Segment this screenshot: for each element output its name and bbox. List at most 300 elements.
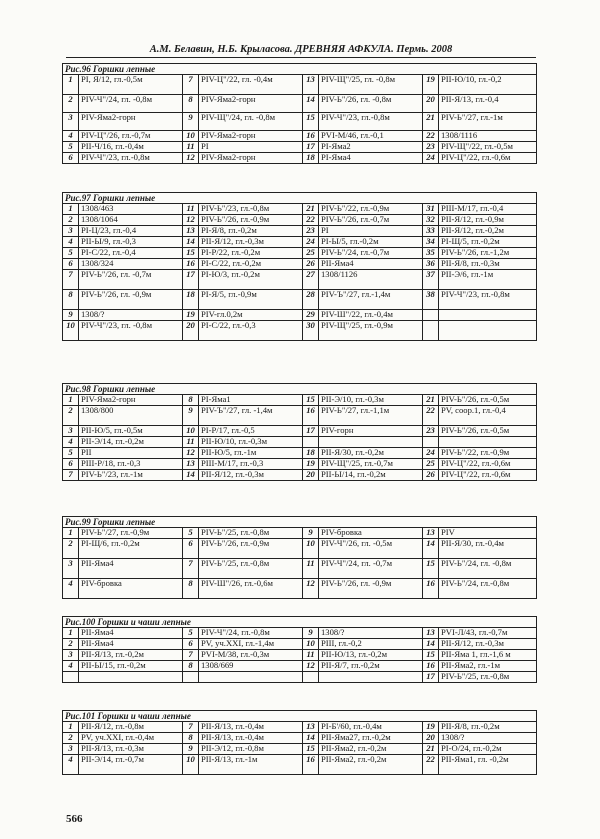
item-number: 2 xyxy=(63,733,79,744)
item-description: 1308/1116 xyxy=(439,131,537,142)
item-description: PVI-М/46, гл.-0,1 xyxy=(319,131,423,142)
item-description: PII-Ы/9, гл.-0,3 xyxy=(79,237,183,248)
item-description: PII-Яма4 xyxy=(79,559,183,579)
item-description: 1308/800 xyxy=(79,406,183,426)
item-number: 1 xyxy=(63,528,79,539)
item-number: 11 xyxy=(183,204,199,215)
item-number: 2 xyxy=(63,539,79,559)
item-description: PV, соор.1, гл.-0,4 xyxy=(439,406,537,426)
item-number: 14 xyxy=(423,639,439,650)
item-number: 21 xyxy=(423,113,439,131)
item-number: 9 xyxy=(183,113,199,131)
item-number: 21 xyxy=(423,395,439,406)
table-row xyxy=(63,204,537,215)
item-number: 7 xyxy=(183,559,199,579)
item-number: 19 xyxy=(423,75,439,95)
item-number: 7 xyxy=(183,722,199,733)
table-row xyxy=(63,437,537,448)
item-description: PII-Яма2, гл.-0,2м xyxy=(319,755,423,775)
item-description: PIV-Яма2-горн xyxy=(79,113,183,131)
item-number: 5 xyxy=(63,448,79,459)
item-number: 20 xyxy=(423,733,439,744)
item-number: 3 xyxy=(63,226,79,237)
item-description: PI-Я/5, гл.-0,9м xyxy=(199,290,303,310)
item-description: 1308/? xyxy=(79,310,183,321)
figure-caption: Рис.101 Горшки и чаши лепные xyxy=(63,711,537,722)
item-number: 18 xyxy=(303,153,319,164)
item-description: PIV-Ч"/26, гл. -0,5м xyxy=(319,539,423,559)
item-description: PII-Э/6, гл.-1м xyxy=(439,270,537,290)
item-number: 5 xyxy=(183,528,199,539)
item-number: 32 xyxy=(423,215,439,226)
item-number: 20 xyxy=(423,95,439,113)
figure-caption: Рис.98 Горшки лепные xyxy=(63,384,537,395)
item-description: PV, уч.XXI, гл.-0,4м xyxy=(79,733,183,744)
item-description: PI-Я/8, гл.-0,2м xyxy=(199,226,303,237)
table-row xyxy=(63,395,537,406)
table-row xyxy=(63,559,537,579)
item-number: 3 xyxy=(63,113,79,131)
item-number: 22 xyxy=(303,215,319,226)
item-number: 2 xyxy=(63,406,79,426)
table-row xyxy=(63,215,537,226)
item-description: PII-Ю/10, гл.-0,3м xyxy=(199,437,303,448)
item-number: 21 xyxy=(423,744,439,755)
item-description: PII-Я/7, гл.-0,2м xyxy=(319,661,423,672)
item-description: PII-Я/12, гл.-0,3м xyxy=(439,639,537,650)
table-row xyxy=(63,448,537,459)
figure-table xyxy=(62,710,537,775)
table-row xyxy=(63,259,537,270)
item-description: PI, Я/12, гл.-0,5м xyxy=(79,75,183,95)
item-number: 4 xyxy=(63,579,79,599)
item-number: 23 xyxy=(423,142,439,153)
item-number: 12 xyxy=(303,661,319,672)
item-number: 14 xyxy=(423,539,439,559)
item-number: 6 xyxy=(183,639,199,650)
item-number: 4 xyxy=(63,237,79,248)
table-row xyxy=(63,639,537,650)
item-description: PIV-горн xyxy=(319,426,423,437)
table-row xyxy=(63,270,537,290)
item-number: 2 xyxy=(63,215,79,226)
item-description: PII-Ю/13, гл.-0,2м xyxy=(319,650,423,661)
item-description: PIV-Щ"/22, гл.-0,5м xyxy=(439,142,537,153)
item-description: PI-С/22, гл.-0,2м xyxy=(199,259,303,270)
item-number: 24 xyxy=(423,448,439,459)
figure-table xyxy=(62,63,537,164)
item-number: 6 xyxy=(63,153,79,164)
item-number: 14 xyxy=(183,237,199,248)
item-number: 15 xyxy=(423,650,439,661)
item-number: 19 xyxy=(183,310,199,321)
item-description: PIV-Щ"/25, гл.-0,9м xyxy=(319,321,423,341)
item-number xyxy=(423,321,439,341)
item-description: PIV-Яма2-горн xyxy=(199,131,303,142)
item-number xyxy=(423,437,439,448)
item-number: 11 xyxy=(183,437,199,448)
item-number: 2 xyxy=(63,95,79,113)
figure-caption: Рис.100 Горшки и чаши лепные xyxy=(63,617,537,628)
item-description: PII-Я/12, гл.-0,9м xyxy=(439,215,537,226)
table-row xyxy=(63,579,537,599)
item-number: 8 xyxy=(183,395,199,406)
item-description: PIV-Яма2-горн xyxy=(79,395,183,406)
item-description: PI-Р/22, гл.-0,2м xyxy=(199,248,303,259)
item-number: 15 xyxy=(303,395,319,406)
item-description: PI-Щ/5, гл.-0,2м xyxy=(439,237,537,248)
item-number: 8 xyxy=(63,290,79,310)
item-description: PIV-Ц"/22, гл.-0,6м xyxy=(439,153,537,164)
item-number: 28 xyxy=(303,290,319,310)
item-number: 9 xyxy=(183,744,199,755)
item-number: 2 xyxy=(63,639,79,650)
item-description: PIV-Ч"/24, гл. -0,8м xyxy=(79,95,183,113)
table-row xyxy=(63,248,537,259)
item-description: PII-Я/13, гл.-1м xyxy=(199,755,303,775)
item-number: 7 xyxy=(183,650,199,661)
item-description: PVI-Л/43, гл.-0,7м xyxy=(439,628,537,639)
item-description: PIV-Ь"/24, гл. -0,8м xyxy=(439,559,537,579)
item-number: 26 xyxy=(423,470,439,481)
item-number: 24 xyxy=(303,237,319,248)
figure-table xyxy=(62,383,537,481)
item-number: 31 xyxy=(423,204,439,215)
item-description: PIII, гл.-0,2 xyxy=(319,639,423,650)
item-number: 20 xyxy=(183,321,199,341)
item-number: 5 xyxy=(63,142,79,153)
item-description: PIV-Щ"/25, гл.-0,7м xyxy=(319,459,423,470)
item-description: PIV-Ц"/26, гл.-0,7м xyxy=(79,131,183,142)
table-row xyxy=(63,113,537,131)
figure-table xyxy=(62,616,537,683)
item-description: PIV-Ц"/22, гл.-0,6м xyxy=(439,459,537,470)
item-description: PI-С/22, гл.-0,4 xyxy=(79,248,183,259)
item-number: 9 xyxy=(63,310,79,321)
table-row xyxy=(63,226,537,237)
item-description: PIV-Щ"/25, гл. -0,8м xyxy=(319,75,423,95)
item-description: PII-Я/13, гл.-0,2м xyxy=(79,650,183,661)
item-number: 17 xyxy=(423,672,439,683)
table-row xyxy=(63,75,537,95)
item-description: PIV-Ь"/26, гл. -0,9м xyxy=(319,579,423,599)
item-number: 14 xyxy=(303,95,319,113)
item-description xyxy=(319,437,423,448)
table-row xyxy=(63,650,537,661)
item-description: PIII-М/17, гл.-0,3 xyxy=(199,459,303,470)
item-number: 10 xyxy=(183,131,199,142)
item-description: PII-Я/30, гл.-0,4м xyxy=(439,539,537,559)
item-number: 14 xyxy=(303,733,319,744)
item-number: 29 xyxy=(303,310,319,321)
item-description: PI-Ы/5, гл.-0,2м xyxy=(319,237,423,248)
item-number: 12 xyxy=(183,448,199,459)
item-number: 22 xyxy=(423,406,439,426)
item-description: PII-Ю/5, гл.-0,5м xyxy=(79,426,183,437)
item-number: 4 xyxy=(63,755,79,775)
item-number: 12 xyxy=(183,215,199,226)
item-number: 17 xyxy=(303,426,319,437)
item-number: 3 xyxy=(63,559,79,579)
item-number: 18 xyxy=(183,290,199,310)
item-number: 4 xyxy=(63,661,79,672)
item-description: PIV-Ь"/26, гл.-1,2м xyxy=(439,248,537,259)
item-description: PII-Яма4 xyxy=(319,259,423,270)
item-description: PIV-Ч"/23, гл.-0,8м xyxy=(319,113,423,131)
item-number: 22 xyxy=(423,131,439,142)
item-number: 13 xyxy=(303,75,319,95)
item-number: 3 xyxy=(63,426,79,437)
item-number: 10 xyxy=(63,321,79,341)
item-number xyxy=(303,437,319,448)
item-number: 23 xyxy=(423,426,439,437)
item-number: 33 xyxy=(423,226,439,237)
item-description: PI-Б'/60, гл.-0,4м xyxy=(319,722,423,733)
item-description: PIV-Ь"/25, гл.-0,8м xyxy=(199,528,303,539)
item-number: 26 xyxy=(303,259,319,270)
item-description: PIV-Ь"/27, гл.-1,1м xyxy=(319,406,423,426)
item-description: PIV-Ь"/22, гл.-0,9м xyxy=(439,448,537,459)
item-number xyxy=(183,672,199,683)
item-description: 1308/? xyxy=(319,628,423,639)
item-description: PIV-Ь"/26, гл.-0,5м xyxy=(439,395,537,406)
item-number: 12 xyxy=(183,153,199,164)
item-number: 11 xyxy=(303,650,319,661)
item-description: PIV-Ь"/23, гл.-1м xyxy=(79,470,183,481)
item-number: 15 xyxy=(303,113,319,131)
item-description: PIV-Яма2-горн xyxy=(199,95,303,113)
item-number: 16 xyxy=(303,131,319,142)
table-row xyxy=(63,95,537,113)
item-description: PII-Э/10, гл.-0,3м xyxy=(319,395,423,406)
item-number: 15 xyxy=(303,744,319,755)
item-description: PIV-Ь"/27, гл.-1м xyxy=(439,113,537,131)
item-description: PII-Я/13, гл.-0,4м xyxy=(199,722,303,733)
figure-caption: Рис.97 Горшки лепные xyxy=(63,193,537,204)
item-description: PIV-Ь"/22, гл.-0,9м xyxy=(319,204,423,215)
item-description xyxy=(439,310,537,321)
item-number: 18 xyxy=(303,448,319,459)
item-description: PI-Щ/6, гл.-0,2м xyxy=(79,539,183,559)
item-number: 16 xyxy=(183,259,199,270)
item-description: PIV-Ь"/26, гл.-0,9м xyxy=(199,215,303,226)
item-number: 23 xyxy=(303,226,319,237)
item-number: 16 xyxy=(303,755,319,775)
item-number: 8 xyxy=(183,95,199,113)
item-description: PII-Ы/15, гл.-0,2м xyxy=(79,661,183,672)
item-description: PIV-гл.0,2м xyxy=(199,310,303,321)
table-row xyxy=(63,426,537,437)
item-description: PII-Яма4 xyxy=(79,628,183,639)
item-description: PIV-Ч"/24, гл.-0,8м xyxy=(199,628,303,639)
item-description: PIV-Ь"/27, гл.-0,9м xyxy=(79,528,183,539)
item-number: 19 xyxy=(303,459,319,470)
item-number: 16 xyxy=(303,406,319,426)
item-description: PI-О/24, гл.-0,2м xyxy=(439,744,537,755)
item-number: 1 xyxy=(63,628,79,639)
table-row xyxy=(63,672,537,683)
item-description: PIV-Ш"/22, гл.-0,4м xyxy=(319,310,423,321)
item-number: 11 xyxy=(183,142,199,153)
item-description xyxy=(319,672,423,683)
item-description: PIV-Ь"/26, гл.-0,7м xyxy=(319,215,423,226)
item-description: 1308/1064 xyxy=(79,215,183,226)
item-number: 10 xyxy=(303,639,319,650)
item-description: PII-Яма27, гл.-0,2м xyxy=(319,733,423,744)
item-number: 13 xyxy=(183,459,199,470)
item-number: 13 xyxy=(183,226,199,237)
item-description: PII-Яма2, гл.-0,2м xyxy=(319,744,423,755)
table-row xyxy=(63,310,537,321)
item-number: 20 xyxy=(303,470,319,481)
item-description: PIV-Яма2-горн xyxy=(199,153,303,164)
item-number: 38 xyxy=(423,290,439,310)
item-number: 1 xyxy=(63,722,79,733)
item-number xyxy=(63,672,79,683)
table-row xyxy=(63,528,537,539)
item-number: 27 xyxy=(303,270,319,290)
item-number: 8 xyxy=(183,733,199,744)
item-number: 15 xyxy=(183,248,199,259)
item-description: PIV-Ь"/26, гл.-0,5м xyxy=(439,426,537,437)
item-description: 1308/1126 xyxy=(319,270,423,290)
item-number: 3 xyxy=(63,650,79,661)
item-number: 21 xyxy=(303,204,319,215)
item-description: PIV-Ь"/26, гл. -0,7м xyxy=(79,270,183,290)
item-number: 6 xyxy=(63,259,79,270)
item-description: PII-Я/13, гл.-0,4 xyxy=(439,95,537,113)
item-description: PII-Я/12, гл.-0,3м xyxy=(199,237,303,248)
figure-caption: Рис.99 Горшки лепные xyxy=(63,517,537,528)
item-description: PII-Э/12, гл.-0,8м xyxy=(199,744,303,755)
item-number: 24 xyxy=(423,153,439,164)
item-description: PI-Р/17, гл.-0,5 xyxy=(199,426,303,437)
item-description: 1308/? xyxy=(439,733,537,744)
item-number: 4 xyxy=(63,437,79,448)
table-row xyxy=(63,628,537,639)
item-description: PIV-Ь"/25, гл.-0,8м xyxy=(199,559,303,579)
table-row xyxy=(63,131,537,142)
item-number: 17 xyxy=(183,270,199,290)
item-number: 10 xyxy=(303,539,319,559)
item-number: 1 xyxy=(63,395,79,406)
item-number: 12 xyxy=(303,579,319,599)
item-description: PIV-Ь"/26, гл.-0,9м xyxy=(199,539,303,559)
item-number: 16 xyxy=(423,579,439,599)
page-number: 566 xyxy=(66,813,83,825)
item-description: PII-Я/12, гл.-0,8м xyxy=(79,722,183,733)
item-number: 5 xyxy=(63,248,79,259)
item-description: PII-Э/14, гл.-0,2м xyxy=(79,437,183,448)
item-description: PIV-Ч"/23, гл.-0,8м xyxy=(79,153,183,164)
table-row xyxy=(63,539,537,559)
item-description: PI xyxy=(319,226,423,237)
item-description: PII-Ы/14, гл.-0,2м xyxy=(319,470,423,481)
item-description: PIV-Ъ"/27, гл.-1,4м xyxy=(319,290,423,310)
item-number: 13 xyxy=(423,628,439,639)
table-row xyxy=(63,290,537,310)
table-row xyxy=(63,321,537,341)
item-description: PII xyxy=(79,448,183,459)
item-number: 6 xyxy=(63,459,79,470)
item-number: 9 xyxy=(303,528,319,539)
item-number: 14 xyxy=(183,470,199,481)
item-number: 10 xyxy=(183,426,199,437)
table-row xyxy=(63,661,537,672)
item-description: PIV-Ь"/26, гл. -0,8м xyxy=(319,95,423,113)
item-description: PI-Яма2 xyxy=(319,142,423,153)
item-description: PV, уч.XXI, гл.-1,4м xyxy=(199,639,303,650)
table-row xyxy=(63,459,537,470)
item-number: 8 xyxy=(183,661,199,672)
item-description: PIV-Ь"/24, гл.-0,8м xyxy=(439,579,537,599)
item-number: 11 xyxy=(303,559,319,579)
item-number: 13 xyxy=(423,528,439,539)
item-number: 1 xyxy=(63,75,79,95)
item-number: 15 xyxy=(423,559,439,579)
item-description: PIV-Ь"/25, гл.-0,8м xyxy=(439,672,537,683)
item-description xyxy=(439,321,537,341)
table-row xyxy=(63,755,537,775)
item-description: PIV-Ш"/26, гл.-0,6м xyxy=(199,579,303,599)
item-description: PIII-М/17, гл.-0,4 xyxy=(439,204,537,215)
item-number: 1 xyxy=(63,204,79,215)
figure-table xyxy=(62,516,537,599)
item-description: PII-Я/12, гл.-0,3м xyxy=(199,470,303,481)
item-number: 8 xyxy=(183,579,199,599)
item-description: PI xyxy=(199,142,303,153)
item-description: PII-Яма 1, гл.-1,6 м xyxy=(439,650,537,661)
item-description: PII-Яма1, гл. -0,2м xyxy=(439,755,537,775)
table-row xyxy=(63,153,537,164)
item-description xyxy=(79,672,183,683)
item-number: 7 xyxy=(63,270,79,290)
item-description xyxy=(439,437,537,448)
item-number: 16 xyxy=(423,661,439,672)
item-description: 1308/669 xyxy=(199,661,303,672)
item-description: PII-Я/30, гл.-0,2м xyxy=(319,448,423,459)
item-description: PI-С/22, гл.-0,3 xyxy=(199,321,303,341)
table-row xyxy=(63,733,537,744)
item-description: PI-Ю/3, гл.-0,2м xyxy=(199,270,303,290)
item-description: 1308/324 xyxy=(79,259,183,270)
item-description: PII-Ю/5, гл.-1м xyxy=(199,448,303,459)
item-number: 37 xyxy=(423,270,439,290)
item-number: 9 xyxy=(303,628,319,639)
item-description: PII-Я/8, гл.-0,3м xyxy=(439,259,537,270)
item-number: 5 xyxy=(183,628,199,639)
item-description: PIV xyxy=(439,528,537,539)
item-number: 34 xyxy=(423,237,439,248)
item-number: 25 xyxy=(423,459,439,470)
item-description: PIV-Щ"/24, гл. -0,8м xyxy=(199,113,303,131)
item-description: PII-Я/12, гл.-0,2м xyxy=(439,226,537,237)
item-description: PIV-Ь"/26, гл. -0,9м xyxy=(79,290,183,310)
item-number: 10 xyxy=(183,755,199,775)
item-description: PII-Я/13, гл.-0,3м xyxy=(79,744,183,755)
item-description: PII-Яма2, гл.-1м xyxy=(439,661,537,672)
item-number: 13 xyxy=(303,722,319,733)
figure-caption: Рис.96 Горшки лепные xyxy=(63,64,537,75)
item-number: 3 xyxy=(63,744,79,755)
item-description: PII-Ч/16, гл.-0,4м xyxy=(79,142,183,153)
item-number: 36 xyxy=(423,259,439,270)
item-description: PIII-Р/18, гл.-0,3 xyxy=(79,459,183,470)
item-description: PIV-Ь"/24, гл.-0,7м xyxy=(319,248,423,259)
item-description: PIV-Ъ"/27, гл. -1,4м xyxy=(199,406,303,426)
item-description: PVI-М/38, гл.-0,3м xyxy=(199,650,303,661)
item-description: PIV-Ц"/22, гл.-0,6м xyxy=(439,470,537,481)
